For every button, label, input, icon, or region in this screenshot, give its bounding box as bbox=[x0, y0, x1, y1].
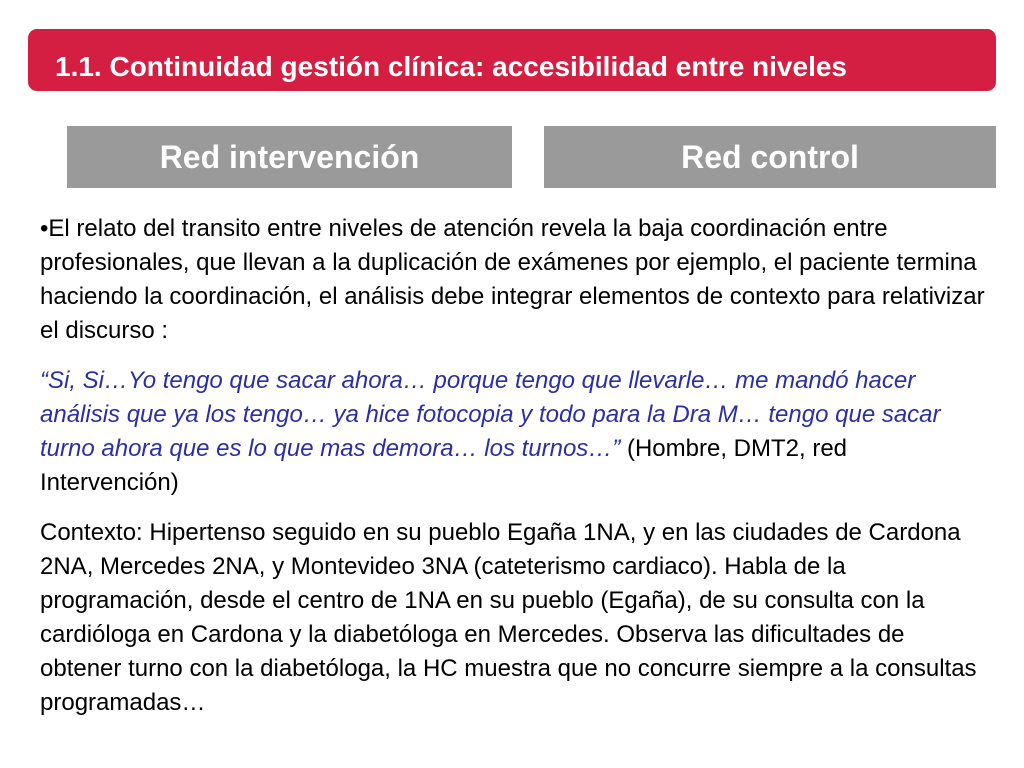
quote-source: (Hombre, DMT2, red Intervención) bbox=[40, 435, 848, 496]
tab-red-control bbox=[544, 126, 996, 188]
patient-quote: “Si, Si…Yo tengo que sacar ahora… porque tengo que llevarle… me mandó hacer análisis que ya los tengo… ya hice fotocopia y todo para la Dra M… tengo que sacar turno ahora que es lo que mas demora… los turnos…” bbox=[40, 367, 941, 462]
tab-red-control-label: Red control bbox=[681, 138, 859, 175]
intro-paragraph: •El relato del transito entre niveles de atención revela la baja coordinación entre profesionales, que llevan a la duplicación de exámenes por ejemplo, el paciente termina haciendo la coordinación, el análisis debe integrar elementos de contexto para relativizar el discurso : bbox=[40, 215, 985, 344]
slide-title: 1.1. Continuidad gestión clínica: accesibilidad entre niveles bbox=[55, 51, 847, 82]
quote-paragraph bbox=[40, 364, 990, 500]
tab-red-intervencion bbox=[67, 126, 512, 188]
slide-title-bar bbox=[28, 29, 996, 91]
tab-red-intervencion-label: Red intervención bbox=[159, 138, 420, 175]
context-paragraph: Contexto: Hipertenso seguido en su pueblo Egaña 1NA, y en las ciudades de Cardona 2NA, Mercedes 2NA, y Montevideo 3NA (cateterismo cardiaco). Habla de la programación, desde el centro de 1NA en su pueblo (Egaña), de su consulta con la cardióloga en Cardona y la diabetóloga en Mercedes. Observa las dificultades de obtener turno con la diabetóloga, la HC muestra que no concurre siempre a la consultas programadas… bbox=[40, 519, 977, 716]
slide-body bbox=[40, 212, 990, 720]
